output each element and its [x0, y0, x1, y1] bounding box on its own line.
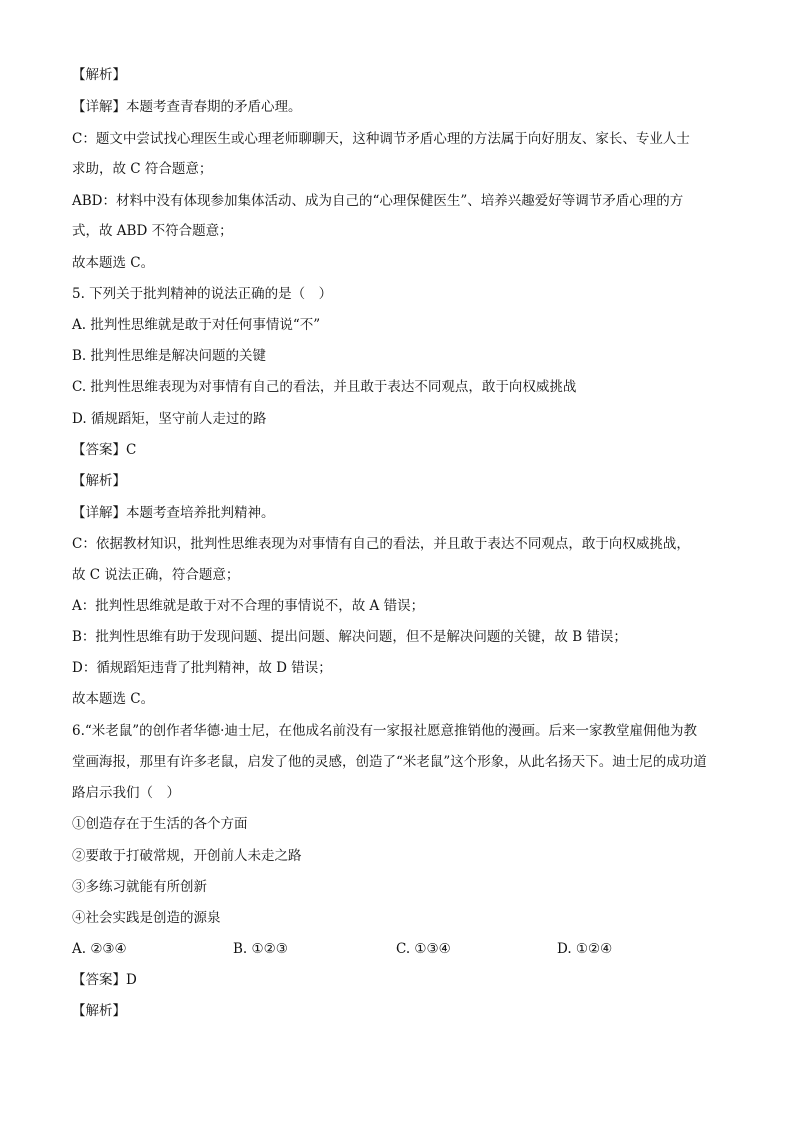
explanation-line: B：批判性思维有助于发现问题、提出问题、解决问题，但不是解决问题的关键，故 B 错误； — [72, 629, 627, 645]
explanation-line: D：循规蹈矩违背了批判精神，故 D 错误； — [72, 660, 332, 676]
explanation-line: 求助，故 C 符合题意； — [72, 161, 213, 177]
question-5-answer: 【答案】C — [72, 442, 137, 458]
conclusion-line: 故本题选 C。 — [72, 255, 155, 271]
question-5-option-d: D. 循规蹈矩，坚守前人走过的路 — [72, 411, 267, 427]
explanation-line: C：题文中尝试找心理医生或心理老师聊聊天，这种调节矛盾心理的方法属于向好朋友、家长、专业人士 — [72, 131, 690, 147]
question-6-answer: 【答案】D — [72, 972, 137, 988]
question-5-option-c: C. 批判性思维表现为对事情有自己的看法，并且敢于表达不同观点，敢于向权威挑战 — [72, 379, 577, 395]
question-5-detail: 【详解】本题考查培养批判精神。 — [72, 505, 275, 521]
question-6-option-b: B. ①②③ — [233, 941, 288, 957]
explanation-line: ABD：材料中没有体现参加集体活动、成为自己的“心理保健医生”、培养兴趣爱好等调节矛盾心理的方 — [72, 193, 684, 209]
explanation-line: 式，故 ABD 不符合题意； — [72, 223, 233, 239]
explanation-line: 故 C 说法正确，符合题意； — [72, 567, 240, 583]
question-6-item: ①创造存在于生活的各个方面 — [72, 816, 248, 832]
question-6-option-a: A. ②③④ — [72, 941, 127, 957]
question-6-item: ②要敢于打破常规，开创前人未走之路 — [72, 848, 302, 864]
question-5-option-a: A. 批判性思维就是敢于对任何事情说“不” — [72, 317, 321, 333]
conclusion-line: 故本题选 C。 — [72, 691, 155, 707]
explanation-line: A：批判性思维就是敢于对不合理的事情说不，故 A 错误； — [72, 598, 425, 614]
question-5-option-b: B. 批判性思维是解决问题的关键 — [72, 348, 267, 364]
question-6-stem: 6.“米老鼠”的创作者华德·迪士尼，在他成名前没有一家报社愿意推销他的漫画。后来一家教堂雇佣他为教 — [72, 723, 697, 739]
question-5-stem: 5. 下列关于批判精神的说法正确的是（ ） — [72, 286, 333, 302]
question-6-option-c: C. ①③④ — [396, 941, 451, 957]
detail-explanation: 【详解】本题考查青春期的矛盾心理。 — [72, 99, 302, 115]
question-6-option-d: D. ①②④ — [557, 941, 613, 957]
question-6-item: ③多练习就能有所创新 — [72, 879, 207, 895]
question-6-stem: 路启示我们（ ） — [72, 785, 180, 801]
explanation-line: C：依据教材知识，批判性思维表现为对事情有自己的看法，并且敢于表达不同观点，敢于向权威挑战， — [72, 536, 690, 552]
analysis-label: 【解析】 — [72, 67, 126, 83]
question-5-analysis-label: 【解析】 — [72, 473, 126, 489]
question-6-item: ④社会实践是创造的源泉 — [72, 910, 221, 926]
question-6-stem: 堂画海报，那里有许多老鼠，启发了他的灵感，创造了“米老鼠”这个形象，从此名扬天下。迪士尼的成功道 — [72, 754, 707, 770]
question-6-analysis-label: 【解析】 — [72, 1003, 126, 1019]
